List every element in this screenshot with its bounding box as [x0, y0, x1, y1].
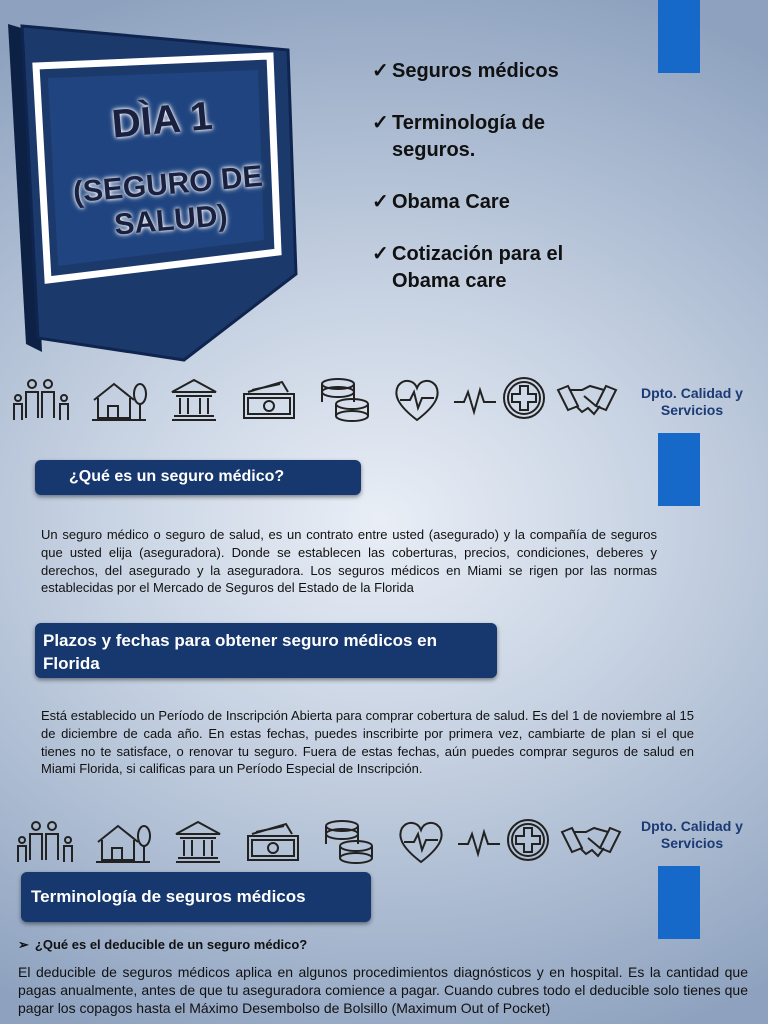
icon-strip-bottom — [12, 818, 632, 868]
handshake-icon — [560, 818, 622, 866]
coins-icon — [316, 376, 374, 424]
pulse-line-icon — [456, 818, 502, 866]
section-heading: ¿Qué es un seguro médico? — [35, 460, 361, 495]
day-title: DÌA 1 — [110, 93, 215, 147]
cover-title — [39, 72, 296, 302]
medical-cross-icon — [500, 376, 548, 424]
medical-cross-icon — [504, 818, 552, 866]
topic-item: ✓ Terminología de seguros. — [372, 112, 545, 161]
topic-item: ✓ Obama Care — [372, 189, 632, 216]
accent-bar-top — [658, 0, 700, 73]
check-icon: ✓ — [372, 60, 389, 82]
topic-item: ✓ Cotización para el Obama care — [372, 243, 564, 292]
arrow-bullet-icon: ➢ — [18, 937, 29, 952]
check-icon: ✓ — [372, 191, 389, 213]
section-body: Un seguro médico o seguro de salud, es un contrato entre usted (asegurado) y la compañía de seguros que usted elija (aseguradora). Donde se establecen las coberturas, precios, condiciones, deberes y derechos, del asegurado y la aseguradora. Los seguros médicos en Miami se rigen por las normas establecidas por el Mercado de Seguros del Estado de la Florida — [41, 527, 657, 596]
heart-pulse-icon — [396, 818, 446, 866]
cover-subtitle: (SEGURO DE SALUD) — [71, 159, 264, 242]
heart-pulse-icon — [392, 376, 442, 424]
question-text: ¿Qué es el deducible de un seguro médico? — [34, 937, 308, 952]
check-icon: ✓ — [372, 112, 389, 134]
section-heading: Plazos y fechas para obtener seguro médicos en Florida — [35, 623, 497, 678]
section-body: Está establecido un Período de Inscripción Abierta para comprar cobertura de salud. Es del 1 de noviembre al 15 de diciembre de cada año. En estas fechas, puedes inscribirte por primera vez, cambiarte de plan si el que tienes no te satisface, o renovar tu seguro. Fuera de estas fechas, aún puedes comprar seguros de salud en Miami Florida, si calificas para un Período Especial de Inscripción. — [41, 708, 694, 777]
topics-checklist — [372, 58, 632, 320]
money-icon — [242, 818, 302, 866]
house-icon — [94, 818, 152, 866]
question-line — [18, 937, 307, 953]
accent-bar-bottom — [658, 866, 700, 939]
cover-book — [8, 22, 298, 362]
coins-icon — [320, 818, 378, 866]
icon-strip-top — [8, 376, 628, 426]
section-heading: Terminología de seguros médicos — [21, 872, 371, 922]
house-icon — [90, 376, 148, 424]
topic-item: ✓ Seguros médicos — [372, 58, 632, 85]
pulse-line-icon — [452, 376, 498, 424]
section-body: El deducible de seguros médicos aplica en algunos procedimientos diagnósticos y en hospital. Es la cantidad que pagas anualmente, antes de que tu aseguradora comience a pagar. Cuando cubres todo el deducible solo tienes que pagar los copagos hasta el Máximo Desembolso de Bolsillo (Maximum Out of Pocket) — [18, 964, 748, 1016]
family-icon — [14, 818, 76, 866]
bank-icon — [172, 818, 224, 866]
check-icon: ✓ — [372, 243, 389, 265]
accent-bar-middle — [658, 433, 700, 506]
department-label: Dpto. Calidad y Servicios — [641, 385, 743, 418]
bank-icon — [168, 376, 220, 424]
family-icon — [10, 376, 72, 424]
department-label: Dpto. Calidad y Servicios — [641, 818, 743, 851]
handshake-icon — [556, 376, 618, 424]
money-icon — [238, 376, 298, 424]
